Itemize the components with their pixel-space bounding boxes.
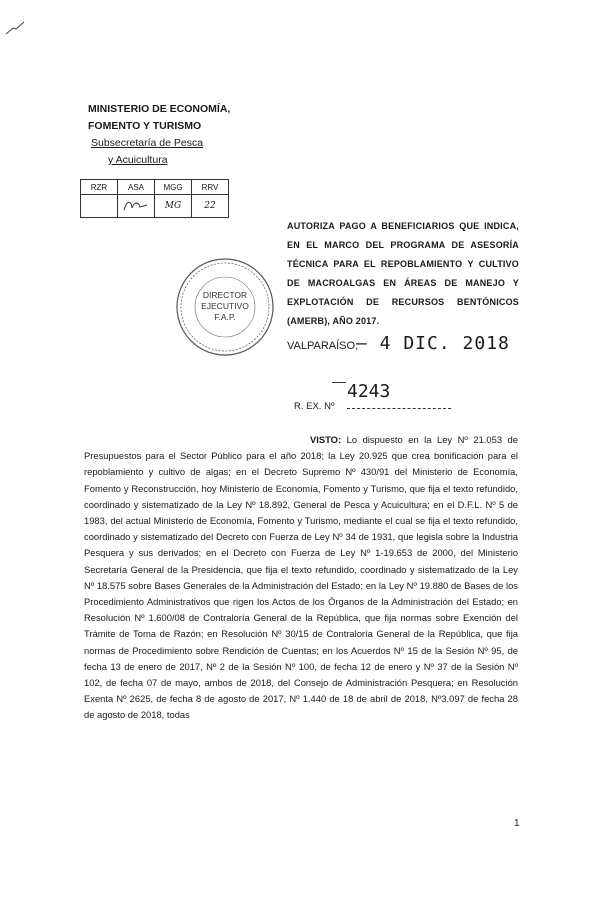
visto-label: VISTO:	[310, 434, 342, 445]
routing-header-cell: RRV	[192, 180, 229, 195]
ministry-name-line2: FOMENTO Y TURISMO	[88, 120, 202, 132]
resolution-label: R. EX. Nº	[294, 401, 335, 412]
dateline-date: – 4 DIC. 2018	[356, 333, 510, 354]
routing-header-cell: RZR	[81, 180, 118, 195]
routing-signature-cell	[81, 195, 118, 218]
routing-header-cell: ASA	[118, 180, 155, 195]
page-number: 1	[514, 818, 520, 829]
routing-initials-table	[80, 179, 229, 218]
routing-signature-cell: MG	[155, 195, 192, 218]
stamp-text-line1: DIRECTOR	[202, 290, 248, 300]
resolution-subject: AUTORIZA PAGO A BENEFICIARIOS QUE INDICA, EN EL MARCO DEL PROGRAMA DE ASESORÍA TÉCNICA PARA EL REPOBLAMIENTO Y CULTIVO DE MACROALGAS EN ÁREAS DE MANEJO Y EXPLOTACIÓN DE RECURSOS BENTÓNICOS (AMERB), AÑO 2017.	[287, 221, 519, 326]
official-stamp-icon	[174, 256, 276, 358]
dateline-place: VALPARAÍSO,	[287, 340, 359, 352]
resolution-number-mark	[332, 382, 346, 386]
ministry-name-line1: MINISTERIO DE ECONOMÍA,	[88, 103, 231, 115]
subsecretaria-line1: Subsecretaría de Pesca	[91, 137, 204, 149]
subsecretaria-line2: y Acuicultura	[108, 154, 168, 166]
stamp-text-line2: EJECUTIVO	[201, 301, 249, 311]
handwritten-initials-icon	[121, 196, 151, 214]
routing-signature-cell: 22	[192, 195, 229, 218]
pen-mark-icon	[4, 20, 26, 36]
resolution-number: 4243	[347, 381, 391, 402]
resolution-number-underline	[347, 408, 451, 409]
visto-paragraph	[84, 432, 518, 724]
stamp-text-line3: F.A.P.	[214, 312, 236, 322]
visto-text: Lo dispuesto en la Ley Nº 21.053 de Presupuestos para el Sector Público para el año 2018; la Ley 20.925 que crea bonificación para el repoblamiento y cultivo de algas; en el Decreto Supremo Nº 430/91 del Ministerio de Economía, Fomento y Reconstrucción, hoy Ministerio de Economía, Fomento y Turismo, que fija el texto refundido, coordinado y sistematizado de la Ley Nº 18.892, General de Pesca y Acuicultura; en el D.F.L. Nº 5 de 1983, del actual Ministerio de Economía, Fomento y Turismo, mediante el cual se fija el texto refundido, coordinado y sistematizado del Decreto con Fuerza de Ley Nº 34 de 1931, que legisla sobre la Industria Pesquera y sus derivados; en el Decreto con Fuerza de Ley Nº 1-19.653 de 2000, del Ministerio Secretaría General de la Presidencia, que fija el texto refundido, coordinado y sistematizado de la Ley Nº 18.575 sobre Bases Generales de la Administración del Estado; en la Ley Nº 19.880 de Bases de los Procedimiento Administrativos que rigen los Actos de los Órganos de la Administración del Estado; en Resolución Nº 1.600/08 de Contraloría General de la República, que fija normas sobre Exención del Trámite de Toma de Razón; en Resolución Nº 30/15 de Contraloría General de la República, que fija normas de Procedimiento sobre Rendición de Cuentas; en los Acuerdos Nº 15 de la Sesión Nº 95, de fecha 13 de enero de 2017, Nº 2 de la Sesión Nº 100, de fecha 12 de enero y Nº 37 de la Sesión Nº 102, de fecha 07 de mayo, ambos de 2018, del Consejo de Administración Pesquera; en Resolución Exenta Nº 2625, de fecha 8 de agosto de 2017, Nº 1.440 de 18 de abril de 2018, Nº3.097 de fecha 28 de agosto de 2018, todas	[84, 434, 518, 721]
routing-signature-cell	[118, 195, 155, 218]
routing-header-cell: MGG	[155, 180, 192, 195]
ministry-header	[88, 101, 230, 169]
